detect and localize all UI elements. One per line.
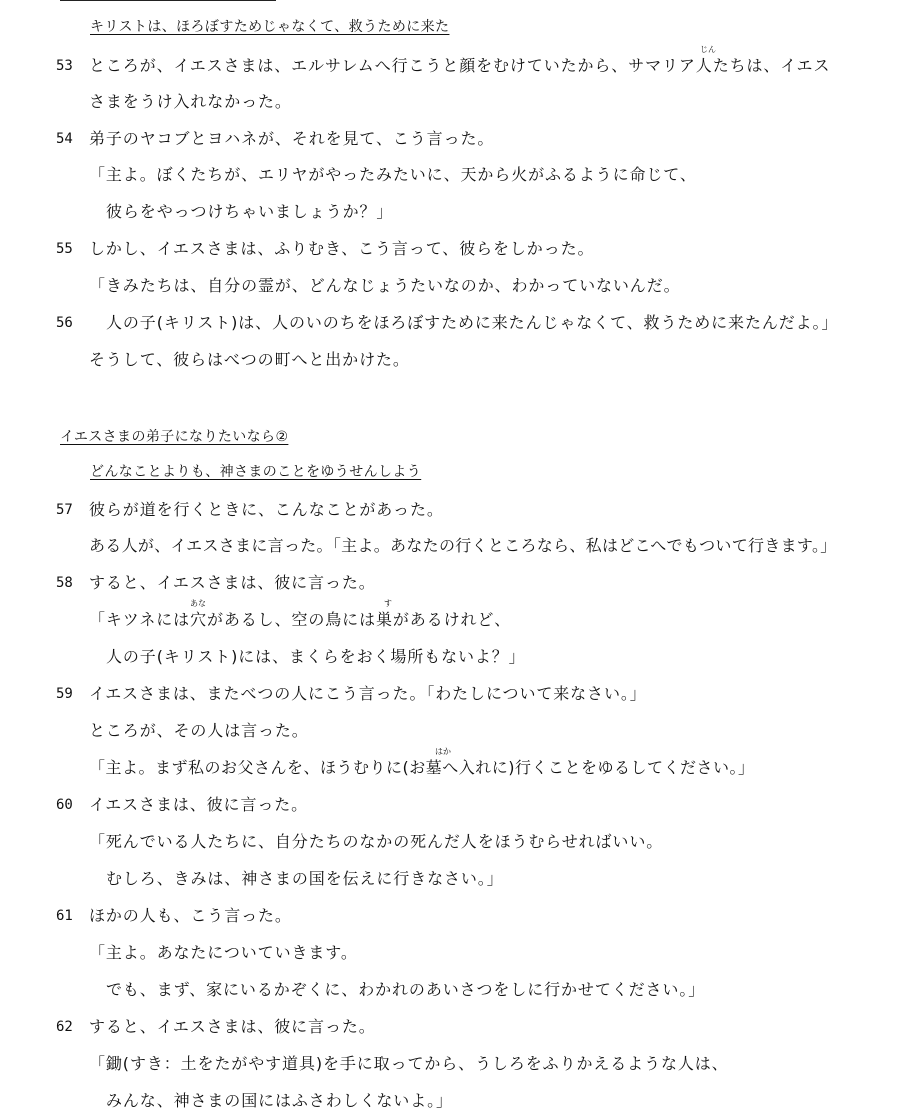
ruby-ana: あな [190,599,206,608]
verse-line: ところが、イエスさまは、エルサレムへ行こうと顔をむけていたから、サマリア人たちは、イエス [89,56,831,75]
verse-line: 人の子(キリスト)には、まくらをおく場所もないよ？」 [106,647,526,666]
verse-line: 「主よ。まず私のお父さんを、ほうむりに(お墓へ入れに)行くことをゆるしてください。」 [89,758,755,777]
verse-number-57: 57 [56,502,73,518]
verse-line: 人の子(キリスト)は、人のいのちをほろぼすために来たんじゃなくて、救うために来たんだよ。」 [106,313,839,332]
verse-line: みんな、神さまの国にはふさわしくないよ。」 [106,1091,453,1110]
verse-line: 「きみたちは、自分の霊が、どんなじょうたいなのか、わかっていないんだ。 [89,276,681,295]
verse-line: 彼らをやっつけちゃいましょうか？」 [106,202,394,221]
verse-line: ほかの人も、こう言った。 [89,906,292,925]
verse-line: むしろ、きみは、神さまの国を伝えに行きなさい。」 [106,869,504,888]
verse-line: イエスさまは、彼に言った。 [89,795,309,814]
section-2-heading: イエスさまの弟子になりたいなら② [60,429,289,445]
verse-line: 弟子のヤコブとヨハネが、それを見て、こう言った。 [89,129,495,148]
verse-line: イエスさまは、またべつの人にこう言った。「わたしについて来なさい。」 [89,684,647,703]
section-2-subheading: どんなことよりも、神さまのことをゆうせんしよう [90,464,422,480]
verse-number-62: 62 [56,1019,73,1035]
verse-line: 「主よ。ぼくたちが、エリヤがやったみたいに、天から火がふるように命じて、 [89,165,697,184]
verse-number-61: 61 [56,908,73,924]
verse-number-54: 54 [56,131,73,147]
verse-number-60: 60 [56,797,73,813]
ruby-jin: じん [700,45,716,54]
verse-line: しかし、イエスさまは、ふりむき、こう言って、彼らをしかった。 [89,239,595,258]
verse-number-59: 59 [56,686,73,702]
verse-line: でも、まず、家にいるかぞくに、わかれのあいさつをしに行かせてください。」 [106,980,706,999]
verse-line: すると、イエスさまは、彼に言った。 [89,573,376,592]
ruby-su: す [384,599,392,608]
verse-line: 「主よ。あなたについていきます。 [89,943,358,962]
verse-line: ある人が、イエスさまに言った。「主よ。あなたの行くところなら、私はどこへでもついて行きます。」 [89,536,837,555]
section-1-subheading: キリストは、ほろぼすためじゃなくて、救うために来た [90,19,450,35]
verse-number-56: 56 [56,315,73,331]
verse-number-55: 55 [56,241,73,257]
top-rule [60,0,276,1]
verse-line: 「キツネには穴があるし、空の鳥には巣があるけれど、 [89,610,512,629]
verse-line: 「鋤(すき：土をたがやす道具)を手に取ってから、うしろをふりかえるような人は、 [89,1054,729,1073]
verse-line: 彼らが道を行くときに、こんなことがあった。 [89,500,444,519]
verse-number-58: 58 [56,575,73,591]
verse-line: すると、イエスさまは、彼に言った。 [89,1017,376,1036]
verse-line: そうして、彼らはべつの町へと出かけた。 [89,350,410,369]
verse-line: ところが、その人は言った。 [89,721,309,740]
verse-line: さまをうけ入れなかった。 [89,92,292,111]
ruby-haka: はか [435,747,451,756]
verse-line: 「死んでいる人たちに、自分たちのなかの死んだ人をほうむらせればいい。 [89,832,664,851]
verse-number-53: 53 [56,58,73,74]
